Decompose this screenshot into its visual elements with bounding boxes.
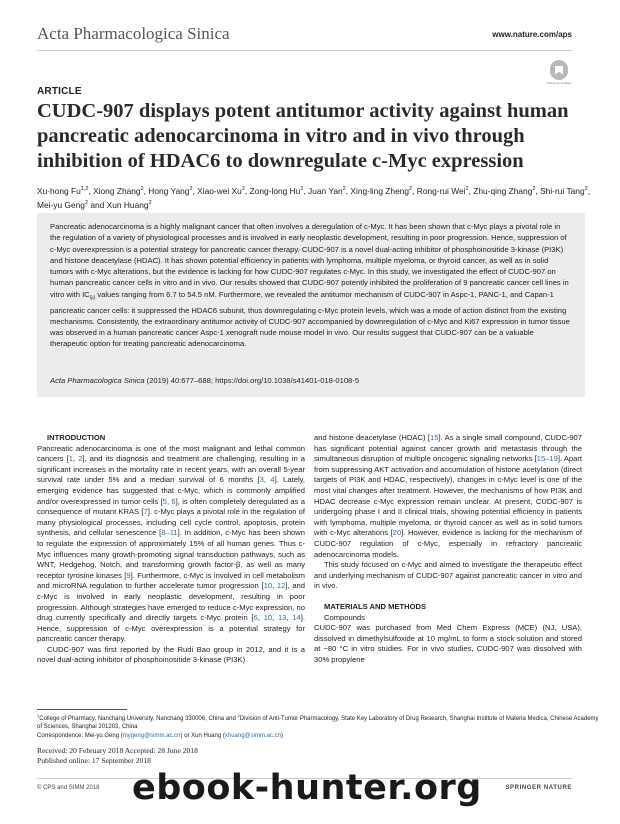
reference-link[interactable]: 3: [259, 475, 264, 485]
reference-link[interactable]: 1: [68, 454, 74, 464]
citation-line: Acta Pharmacologica Sinica (2019) 40:677–688; https://doi.org/10.1038/s41401-018-0108-5: [50, 376, 360, 385]
publisher-brand: SPRINGER NATURE: [505, 785, 572, 791]
author-affiliation: 2: [84, 200, 89, 206]
author-name: Mei-yu Geng: [37, 199, 85, 210]
reference-link[interactable]: 6: [171, 496, 176, 506]
author-affiliation: 2: [241, 186, 245, 192]
author-affiliation: 1,2: [80, 186, 89, 192]
reference-link[interactable]: 14: [292, 613, 301, 623]
author-affiliation: 2: [532, 186, 536, 192]
author-name: Xu-hong Fu: [37, 185, 81, 196]
check-for-updates-label: Check for updates: [546, 81, 572, 85]
author-name: Zhu-qing Zhang: [473, 185, 533, 196]
email-link-huang[interactable]: xhuang@simm.ac.cn: [224, 732, 281, 739]
reference-link[interactable]: 4: [270, 475, 275, 485]
author-name: Hong Yang: [148, 185, 190, 196]
journal-url-link[interactable]: www.nature.com/aps: [492, 30, 572, 39]
correspondence-line: Correspondence: Mei-yu Geng (mygeng@simm.ac.cn) or Xun Huang (xhuang@simm.ac.cn): [37, 732, 283, 739]
footnote-divider: [37, 709, 127, 710]
affiliations-footnote: $^1$College of Pharmacy, Nanchang University, Nanchang 330006, China and $^2$Division of Anti-Tumor Pharmacology, State Key Laboratory of Drug Research, Shanghai Institute of Materia Medica, Chinese Academy of Sciences, Shanghai 201203, China Correspondence: Mei-yu Geng (mygeng@simm.ac.cn) or Xun Huang (xhuang@simm.ac.cn): [37, 712, 602, 740]
reference-link[interactable]: 10: [263, 613, 273, 623]
intro-paragraph-1: Pancreatic adenocarcinoma is one of the most malignant and lethal common cancers [1, 2], and its diagnosis and treatment are challenging, resulting in a significant increases in the mortality rate in recent years, with an overall 5-year survival rate under 5% and a median survival of 6 months [3, 4]. Lately, emerging evidence has suggested that c-Myc, which is commonly amplified and/or overexpressed in tumor cells [5, 6], is often completely deregulated as a consequence of mutant KRAS [7]. c-Myc plays a pivotal role in the regulation of many physiological processes, including cell cycle control, apoptosis, protein synthesis, and cellular senescence [8–11]. In addition, c-Myc has been shown to regulate the expression of approximately 15% of all human genes. Thus c-Myc influences many growth-promoting signal transduction pathways, such as WNT, Hedgehog, Notch, and transforming growth factor-β, as well as many receptor tyrosine kinases [9]. Furthermore, c-Myc is involved in cell metabolism and microRNA regulation to further accelerate tumor progression [10, 12], and c-Myc is involved in early neoplastic development, resulting in poor progression. Although strategies have emerged to reduce c-Myc expression, no drug currently specifically and directly targets c-Myc protein [6, 10, 13, 14]. Hence, suppression of c-Myc overexpression is a potential strategy for pancreatic cancer therapy.: [37, 443, 306, 644]
author-name: Zong-long Hu: [249, 185, 301, 196]
author-name: Rong-rui Wei: [416, 185, 466, 196]
author-affiliation: 2: [148, 200, 152, 206]
author-affiliation: 2: [300, 186, 304, 192]
watermark-text: ebook-hunter.org: [132, 768, 482, 808]
reference-link[interactable]: 10: [263, 581, 273, 591]
author-affiliation: 2: [140, 186, 144, 192]
author-name: Xiong Zhang: [93, 185, 141, 196]
introduction-heading: INTRODUCTION: [47, 433, 106, 442]
reference-link[interactable]: 13: [277, 613, 287, 623]
journal-name: Acta Pharmacologica Sinica: [37, 24, 230, 43]
author-affiliation: 2: [189, 186, 193, 192]
author-name: Shi-rui Tang: [540, 185, 585, 196]
body-right-column: [314, 433, 582, 665]
reference-link[interactable]: 9: [126, 570, 131, 580]
methods-heading: MATERIALS AND METHODS: [324, 601, 427, 611]
intro-paragraph-3: and histone deacetylase (HDAC) [15]. As a single small compound, CUDC-907 has significant potential against cancer growth and metastasis through the simultaneous disruption of multiple oncogenic signaling networks [15–19]. Apart from suppressing AKT activation and accumulation of histone acetylation (direct targets of PI3K and HDAC, respectively), changes in c-Myc level is one of the most vital changes after treatment. However, the mechanisms of how PI3K and HDAC decrease c-Myc expression remain unclear. At present, CUDC-907 is undergoing phase I and II clinical trials, showing potential efficiency in patients with lymphoma, multiple myeloma, or thyroid cancer as well as in solid tumors with c-Myc alterations [20]. However, evidence is lacking for the mechanism of CUDC-907 regulation of c-Myc, especially in refractory pancreatic adenocarcinoma models.: [314, 433, 583, 559]
reference-link[interactable]: 15–19: [536, 454, 558, 464]
reference-link[interactable]: 8–11: [161, 528, 178, 538]
author-name: Xiao-wei Xu: [197, 185, 242, 196]
received-accepted-dates: Received: 20 February 2018 Accepted: 28 June 2018: [37, 746, 198, 755]
copyright-notice: © CPS and SIMM 2018: [37, 785, 100, 791]
author-list: Xu-hong Fu$^{1,2}$, Xiong Zhang$^2$, Hong Yang$^2$, Xiao-wei Xu$^2$, Zong-long Hu$^2$, Juan Yan$^2$, Xing-ling Zheng$^2$, Rong-rui Wei$^2$, Zhu-qing Zhang$^2$, Shi-rui Tang$^2$, Mei-yu Geng$^2$ and Xun Huang$^2$: [37, 185, 591, 210]
reference-link[interactable]: 12: [276, 581, 286, 591]
author-affiliation: 2: [409, 186, 413, 192]
compounds-heading: Compounds: [324, 612, 365, 622]
author-affiliation: 2: [465, 186, 469, 192]
author-affiliation: 2: [342, 186, 346, 192]
published-date: Published online: 17 September 2018: [37, 756, 151, 766]
email-link-geng[interactable]: mygeng@simm.ac.cn: [122, 732, 181, 739]
compounds-paragraph: CUDC-907 was purchased from Med Chem Express (MCE) (NJ, USA), dissolved in dimethylsulfoxide at 10 mg/mL to form a stock solution and stored at −80 °C in vitro studies. For in vivo studies, CUDC-907 was dissolved with 30% propylene: [314, 623, 582, 664]
author-name: Xun Huang: [106, 199, 149, 210]
publication-dates: [37, 746, 198, 766]
reference-link[interactable]: 5: [162, 496, 167, 506]
reference-link[interactable]: 2: [78, 454, 83, 464]
check-for-updates-icon[interactable]: [550, 60, 568, 80]
author-affiliation: 2: [584, 186, 588, 192]
header-divider: [37, 50, 572, 51]
author-name: Juan Yan: [308, 185, 343, 196]
reference-link[interactable]: 20: [392, 528, 402, 538]
abstract-text: Pancreatic adenocarcinoma is a highly malignant cancer that often involves a deregulation of c-Myc. It has been shown that c-Myc plays a pivotal role in the regulation of a variety of physiological processes and is involved in early neoplastic development, resulting in poor progression. Hence, suppression of c-Myc overexpression is a potential strategy for pancreatic cancer therapy. CUDC-907 is a novel dual-acting inhibitor of phosphoinositide 3-kinase (PI3K) and histone deacetylase (HDAC). It has shown potential efficiency in patients with lymphoma, multiple myeloma, or thyroid cancer, as well as in solid tumors with c-Myc alterations, but the evidence is lacking for how CUDC-907 regulates c-Myc. In this study, we investigated the effect of CUDC-907 on human pancreatic cancer cells in vitro and in vivo. Our results showed that CUDC-907 potently inhibited the proliferation of 9 pancreatic cancer cell lines in vitro with $IC_{50}$ values ranging from 6.7 to 54.5 nM. Furthermore, we revealed the antitumor mechanism of CUDC-907 in Aspc-1, PANC-1, and Capan-1 pancreatic cancer cells: it suppressed the HDAC6 subunit, thus downregulating c-Myc protein levels, which was a mode of action distinct from the existing mechanisms. Consistently, the extraordinary antitumor activity of CUDC-907 accompanied by downregulation of c-Myc and Ki67 expression in tumor tissue was observed in a human pancreatic cancer Aspc-1 xenograft nude mouse model in vivo. Our results suggest that CUDC-907 can be a valuable therapeutic option for treating pancreatic adenocarcinoma.: [50, 222, 570, 349]
reference-link[interactable]: 6: [253, 613, 258, 623]
body-left-column: [37, 433, 305, 666]
author-name: Xing-ling Zheng: [350, 185, 410, 196]
reference-link[interactable]: 7: [143, 507, 148, 517]
article-type-label: ARTICLE: [37, 86, 82, 97]
intro-paragraph-2: CUDC-907 was first reported by the Rudi Bao group in 2012, and it is a novel dual-acting inhibitor of phosphoinositide 3-kinase (PI3K): [37, 644, 305, 665]
intro-paragraph-4: This study focused on c-Myc and aimed to investigate the therapeutic effect and underlying mechanism of CUDC-907 against pancreatic cancer in vitro and in vivo.: [314, 560, 582, 591]
reference-link[interactable]: 15: [429, 433, 439, 442]
article-title: CUDC-907 displays potent antitumor activity against human pancreatic adenocarcinoma in vitro and in vivo through inhibition of HDAC6 to downregulate c-Myc expression: [37, 100, 569, 172]
